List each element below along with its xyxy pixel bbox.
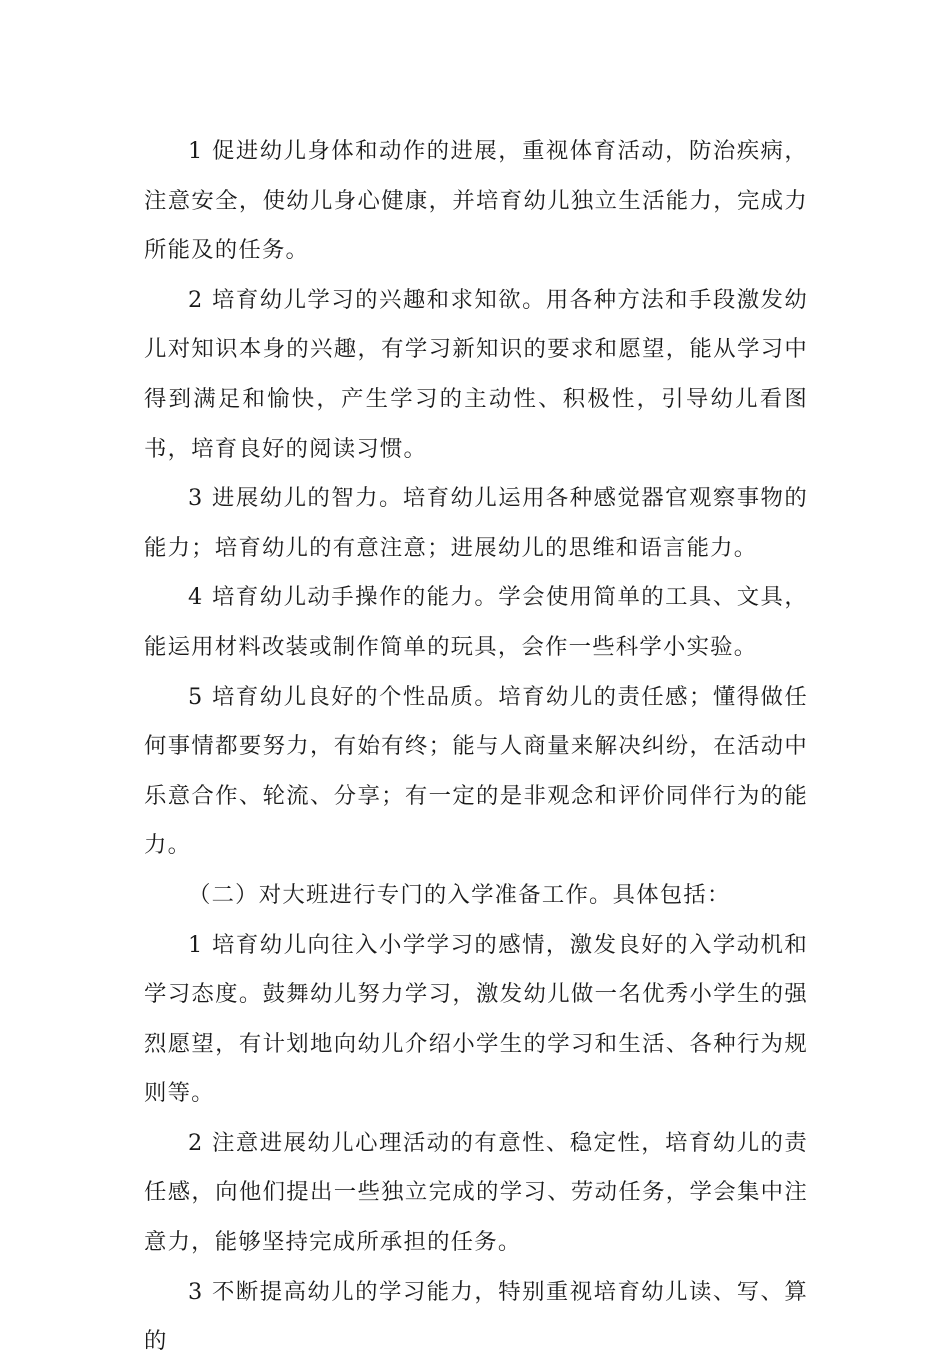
paragraph-goal-3: 3 进展幼儿的智力。培育幼儿运用各种感觉器官观察事物的能力；培育幼儿的有意注意；进展幼儿的思维和语言能力。 [144,485,808,561]
document-body [144,127,808,1367]
paragraph-goal-2: 2 培育幼儿学习的兴趣和求知欲。用各种方法和手段激发幼儿对知识本身的兴趣，有学习新知识的要求和愿望，能从学习中得到满足和愉快，产生学习的主动性、积极性，引导幼儿看图书，培育良好的阅读习惯。 [144,286,808,462]
paragraph-prep-2: 2 注意进展幼儿心理活动的有意性、稳定性，培育幼儿的责任感，向他们提出一些独立完成的学习、劳动任务，学会集中注意力，能够坚持完成所承担的任务。 [144,1129,808,1256]
paragraph-goal-4: 4 培育幼儿动手操作的能力。学会使用简单的工具、文具，能运用材料改装或制作简单的玩具，会作一些科学小实验。 [144,584,808,660]
paragraph-goal-1: 1 促进幼儿身体和动作的进展，重视体育活动，防治疾病，注意安全，使幼儿身心健康，并培育幼儿独立生活能力，完成力所能及的任务。 [144,138,808,264]
paragraph-prep-3: 3 不断提高幼儿的学习能力，特别重视培育幼儿读、写、算的 [144,1278,808,1355]
paragraph-goal-5: 5 培育幼儿良好的个性品质。培育幼儿的责任感；懂得做任何事情都要努力，有始有终；能与人商量来解决纠纷，在活动中乐意合作、轮流、分享；有一定的是非观念和评价同伴行为的能力。 [144,683,808,859]
section-heading: （二）对大班进行专门的入学准备工作。具体包括： [188,881,731,908]
paragraph-prep-1: 1 培育幼儿向往入小学学习的感情，激发良好的入学动机和学习态度。鼓舞幼儿努力学习，激发幼儿做一名优秀小学生的强烈愿望，有计划地向幼儿介绍小学生的学习和生活、各种行为规则等。 [144,931,808,1107]
